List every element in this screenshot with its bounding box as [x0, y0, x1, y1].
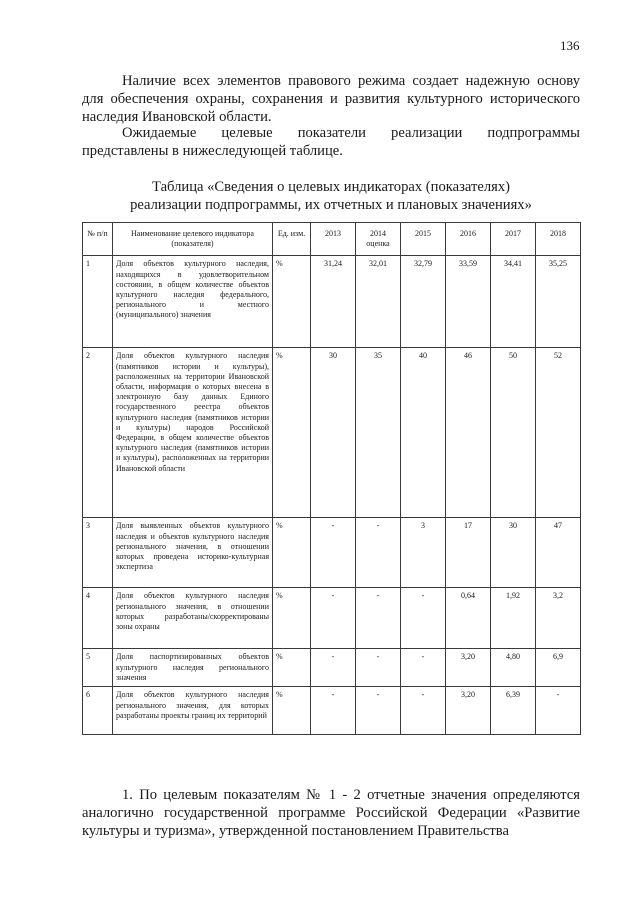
table-intro-paragraph: Ожидаемые целевые показатели реализации подпрограммы представлены в нижеследующей таблице. — [82, 125, 580, 159]
header-2018: 2018 — [536, 223, 581, 256]
footnote-paragraph: 1. По целевым показателям № 1 - 2 отчетные значения определяются аналогично государственной программе Российской Федерации «Развитие культуры и туризма», утвержденной постановлением Правительства — [82, 787, 580, 839]
unit: % — [273, 649, 311, 687]
row-num: 4 — [83, 588, 113, 649]
value-2016: 33,59 — [446, 256, 491, 348]
header-unit: Ед. изм. — [273, 223, 311, 256]
header-2016: 2016 — [446, 223, 491, 256]
unit: % — [273, 588, 311, 649]
value-2017: 4,80 — [491, 649, 536, 687]
unit: % — [273, 518, 311, 588]
unit: % — [273, 348, 311, 518]
value-2017: 1,92 — [491, 588, 536, 649]
value-2018: 3,2 — [536, 588, 581, 649]
table-row — [83, 256, 581, 348]
value-2017: 6,39 — [491, 687, 536, 735]
value-2018: - — [536, 687, 581, 735]
value-2017: 50 — [491, 348, 536, 518]
value-2013: - — [311, 687, 356, 735]
header-2014: 2014 оценка — [356, 223, 401, 256]
table-row — [83, 649, 581, 687]
indicator-name: Доля объектов культурного наследия регионального значения, для которых разработаны проекты границ их территорий — [113, 687, 273, 735]
table-caption-line2: реализации подпрограммы, их отчетных и плановых значениях» — [130, 197, 532, 213]
value-2013: 31,24 — [311, 256, 356, 348]
row-num: 2 — [83, 348, 113, 518]
header-name: Наименование целевого индикатора (показателя) — [113, 223, 273, 256]
value-2015: 40 — [401, 348, 446, 518]
indicators-table — [82, 222, 581, 735]
unit: % — [273, 256, 311, 348]
value-2014: - — [356, 649, 401, 687]
table-header-row — [83, 223, 581, 256]
row-num: 5 — [83, 649, 113, 687]
value-2018: 47 — [536, 518, 581, 588]
row-num: 3 — [83, 518, 113, 588]
row-num: 6 — [83, 687, 113, 735]
value-2017: 30 — [491, 518, 536, 588]
value-2013: - — [311, 518, 356, 588]
value-2018: 52 — [536, 348, 581, 518]
table-row — [83, 518, 581, 588]
indicator-name: Доля объектов культурного наследия (памятников истории и культуры), расположенных на территории Ивановской области, информация о которых внесена в электронную базу данных Единого государственного реестра объектов культурного наследия (памятников истории и культуры) народов Российской Федерации, в общем количестве объектов культурного наследия (памятников истории и культуры), расположенных на территории Ивановской области — [113, 348, 273, 518]
value-2014: 32,01 — [356, 256, 401, 348]
header-num: № п/п — [83, 223, 113, 256]
table-caption-line1: Таблица «Сведения о целевых индикаторах (показателях) — [152, 179, 510, 195]
header-2017: 2017 — [491, 223, 536, 256]
row-num: 1 — [83, 256, 113, 348]
indicator-name: Доля объектов культурного наследия, находящихся в удовлетворительном состоянии, в общем количестве объектов культурного наследия федерального, регионального и местного (муниципального) значения — [113, 256, 273, 348]
value-2013: 30 — [311, 348, 356, 518]
table-row — [83, 348, 581, 518]
value-2016: 3,20 — [446, 649, 491, 687]
value-2018: 6,9 — [536, 649, 581, 687]
header-2015: 2015 — [401, 223, 446, 256]
value-2015: - — [401, 588, 446, 649]
value-2014: - — [356, 687, 401, 735]
value-2015: 3 — [401, 518, 446, 588]
value-2016: 46 — [446, 348, 491, 518]
page-number: 136 — [560, 38, 580, 53]
table-row — [83, 687, 581, 735]
value-2016: 3,20 — [446, 687, 491, 735]
value-2017: 34,41 — [491, 256, 536, 348]
value-2014: - — [356, 588, 401, 649]
indicator-name: Доля выявленных объектов культурного наследия и объектов культурного наследия регионального значения, в отношении которых проведена историко-культурная экспертиза — [113, 518, 273, 588]
value-2018: 35,25 — [536, 256, 581, 348]
value-2015: - — [401, 687, 446, 735]
value-2016: 17 — [446, 518, 491, 588]
table-row — [83, 588, 581, 649]
unit: % — [273, 687, 311, 735]
indicator-name: Доля объектов культурного наследия регионального значения, в отношении которых разработаны/скорректированы зоны охраны — [113, 588, 273, 649]
value-2015: - — [401, 649, 446, 687]
header-2013: 2013 — [311, 223, 356, 256]
value-2016: 0,64 — [446, 588, 491, 649]
value-2015: 32,79 — [401, 256, 446, 348]
intro-paragraph: Наличие всех элементов правового режима создает надежную основу для обеспечения охраны, сохранения и развития культурного исторического наследия Ивановской области. — [82, 73, 580, 125]
value-2014: 35 — [356, 348, 401, 518]
indicator-name: Доля паспортизированных объектов культурного наследия регионального значения — [113, 649, 273, 687]
value-2013: - — [311, 588, 356, 649]
value-2014: - — [356, 518, 401, 588]
value-2013: - — [311, 649, 356, 687]
table-caption — [82, 178, 580, 214]
